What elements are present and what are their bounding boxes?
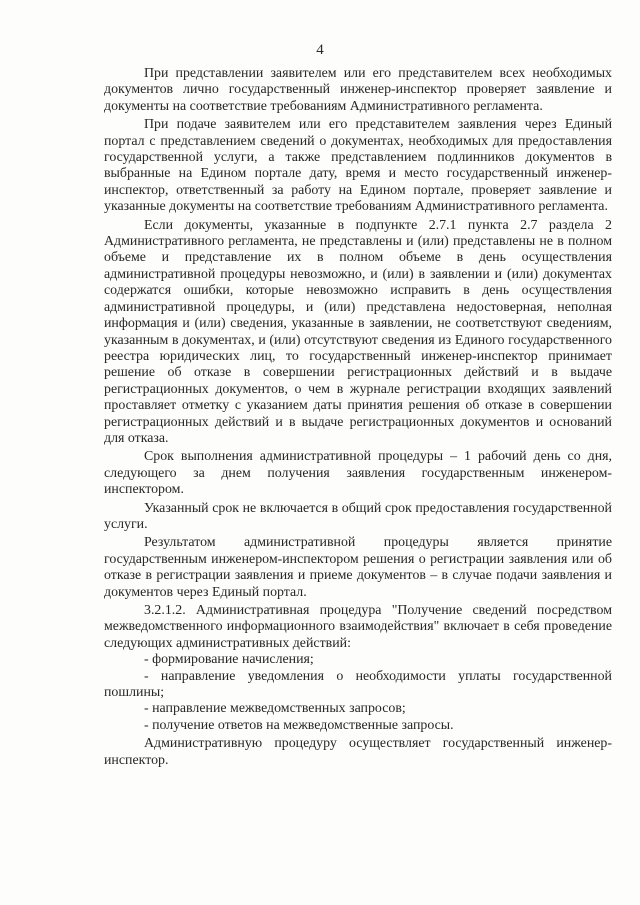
list-item-receive-responses: - получение ответов на межведомственные запросы. [144,717,454,733]
list-item-send-requests: - направление межведомственных запросов; [144,701,406,717]
paragraph-personal-submission: При представлении заявителем или его представителем всех необходимых документов лично государственный инженер-инспектор проверяет заявление и документы на соответствие требованиям Административного регламента. [104,66,612,114]
paragraph-refusal-conditions: Если документы, указанные в подпункте 2.7.1 пункта 2.7 раздела 2 Административного регламента, не представлены и (или) представлены не в полном объеме и представление их в полном объеме в день осуществления административной процедуры невозможно, и (или) в заявлении и (или) документах содержатся ошибки, которые невозможно исправить в день осуществления административной процедуры, и (или) представлена недостоверная, неполная информация и (или) сведения, указанные в заявлении, не соответствуют сведениям, указанным в документах, и (или) отсутствуют сведения из Единого государственного реестра юридических лиц, то государственный инженер-инспектор принимает решение об отказе в совершении регистрационных действий и в выдаче регистрационных документов, о чем в журнале регистрации входящих заявлений проставляет отметку с указанием даты принятия решения об отказе в совершении регистрационных действий и в выдаче регистрационных документов и оснований для отказа. [104,217,612,446]
document-body [104,66,612,769]
paragraph-deadline-exclusion: Указанный срок не включается в общий срок предоставления государственной услуги. [104,500,612,532]
paragraph-procedure-result: Результатом административной процедуры является принятие государственным инженером-инспектором решения о регистрации заявления или об отказе в регистрации заявления и приеме документов – в случае подачи заявления и документов через Единый портал. [104,535,612,600]
list-item-accrual: - формирование начисления; [144,652,314,668]
paragraph-procedure-deadline: Срок выполнения административной процедуры – 1 рабочий день со дня, следующего за днем получения заявления государственным инженером-инспектором. [104,449,612,498]
paragraph-interagency-procedure: 3.2.1.2. Административная процедура "Получение сведений посредством межведомственного информационного взаимодействия" включает в себя проведение следующих административных действий: [104,603,612,651]
paragraph-portal-submission: При подаче заявителем или его представителем заявления через Единый портал с представлением сведений о документах, необходимых для предоставления государственной услуги, а также представлением подлинников документов в выбранные на Едином портале дату, время и место государственный инженер-инспектор, ответственный за работу на Едином портале, проверяет заявление и указанные документы на соответствие требованиям Административного регламента. [104,117,612,215]
page-number: 4 [316,42,324,58]
paragraph-responsible-officer: Административную процедуру осуществляет государственный инженер-инспектор. [104,736,612,768]
list-item-fee-notice: - направление уведомления о необходимости уплаты государственной пошлины; [104,668,612,701]
